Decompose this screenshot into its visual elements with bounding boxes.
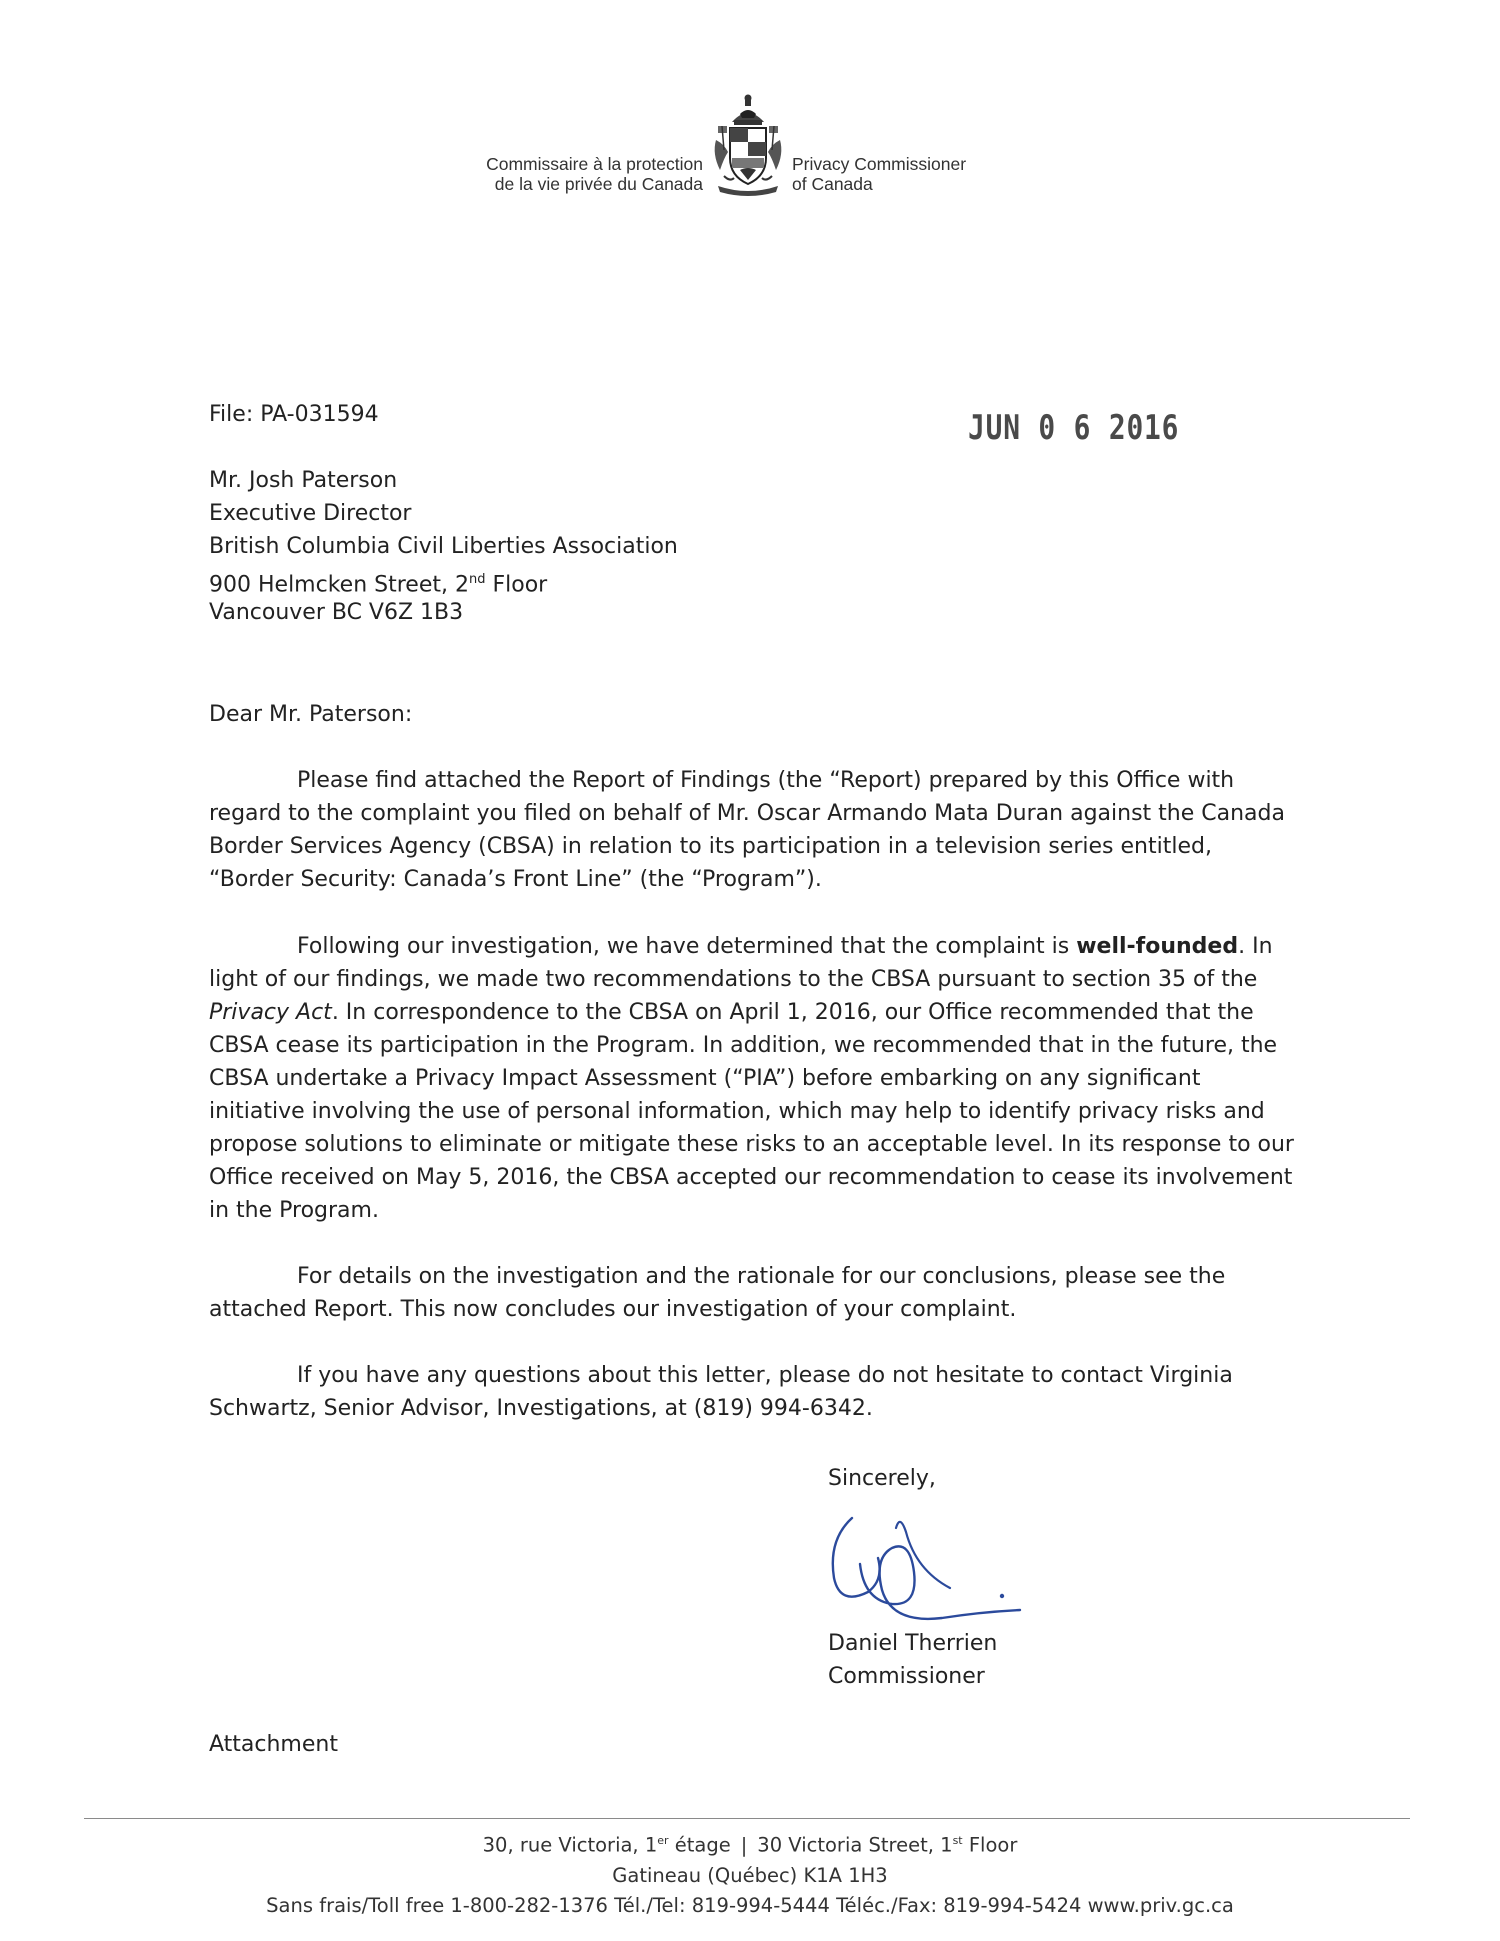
findings-part-2: . In light of our findings, we made two recommendations to the CBSA pursuant to section 35 of the [209,934,1273,992]
paragraph-details-text: For details on the investigation and the rationale for our conclusions, please see the attached Report. This now concludes our investigation of your complaint. [209,1264,1226,1322]
date-stamp: JUN 0 6 2016 [968,408,1180,448]
findings-part-1: Following our investigation, we have determined that the complaint is [297,934,1077,959]
file-reference: File: PA-031594 [209,402,379,427]
letterhead-english-line1: Privacy Commissioner [792,154,967,174]
signer-title: Commissioner [828,1664,985,1689]
signature-block [828,1627,997,1693]
recipient-street [209,563,678,596]
letterhead [0,92,1500,202]
signer-name: Daniel Therrien [828,1631,998,1656]
recipient-street-ordinal: nd [468,572,486,587]
footer-separator: | [740,1833,748,1857]
findings-part-3: . In correspondence to the CBSA on April 1, 2016, our Office recommended that the CBSA cease its participation in the Program. In addition, we recommended that in the future, the CBSA undertake a Privacy Impact Assessment (“PIA”) before embarking on any significant initiative involving the use of personal information, which may help to identify privacy risks and propose solutions to eliminate or mitigate these risks to an acceptable level. In its response to our Office received on May 5, 2016, the CBSA accepted our recommendation to cease its involvement in the Program. [209,1000,1294,1223]
paragraph-contact [209,1359,1299,1425]
footer-address-fr-ordinal: er [657,1834,669,1847]
letterhead-french [486,154,703,194]
footer-address-en-floor: Floor [962,1833,1018,1857]
recipient-name: Mr. Josh Paterson [209,468,398,493]
footer-address-en: 30 Victoria Street, 1 [757,1833,953,1857]
recipient-address [209,464,678,629]
paragraph-details [209,1260,1299,1326]
attachment-note: Attachment [209,1732,338,1757]
recipient-street-main: 900 Helmcken Street, 2 [209,572,469,598]
footer [0,1826,1500,1921]
letterhead-french-line2: de la vie privée du Canada [494,174,703,194]
letterhead-english-line2: of Canada [792,174,873,194]
paragraph-contact-text: If you have any questions about this letter, please do not hesitate to contact Virginia Schwartz, Senior Advisor, Investigations, at (819) 994-6342. [209,1363,1233,1421]
footer-address-en-ordinal: st [952,1834,963,1847]
recipient-title: Executive Director [209,501,412,526]
coat-of-arms-icon [710,92,786,200]
findings-italic: Privacy Act [209,1000,332,1025]
paragraph-report-text: Please find attached the Report of Findings (the “Report) prepared by this Office with regard to the complaint you filed on behalf of Mr. Oscar Armando Mata Duran against the Canada Border Services Agency (CBSA) in relation to its participation in a television series entitled, “Border Security: Canada’s Front Line” (the “Program”). [209,768,1285,892]
footer-address-fr-etage: étage [668,1833,731,1857]
footer-city: Gatineau (Québec) K1A 1H3 [612,1863,888,1887]
footer-address [0,1826,1500,1861]
recipient-city: Vancouver BC V6Z 1B3 [209,600,464,625]
salutation: Dear Mr. Paterson: [209,702,413,727]
signature-image [820,1500,1080,1630]
footer-divider [84,1818,1410,1819]
recipient-street-floor: Floor [485,572,548,598]
footer-address-fr: 30, rue Victoria, 1 [482,1833,658,1857]
letterhead-english [792,154,966,194]
paragraph-report [209,764,1299,896]
paragraph-findings [209,930,1299,1227]
findings-bold: well-founded [1076,934,1239,959]
footer-contact: Sans frais/Toll free 1-800-282-1376 Tél./Tel: 819-994-5444 Téléc./Fax: 819-994-5424 www.priv.gc.ca [266,1893,1234,1917]
recipient-organization: British Columbia Civil Liberties Association [209,534,678,559]
letterhead-french-line1: Commissaire à la protection [486,154,703,174]
closing-sincerely: Sincerely, [828,1466,936,1491]
paragraph-findings-text [209,930,1299,1227]
